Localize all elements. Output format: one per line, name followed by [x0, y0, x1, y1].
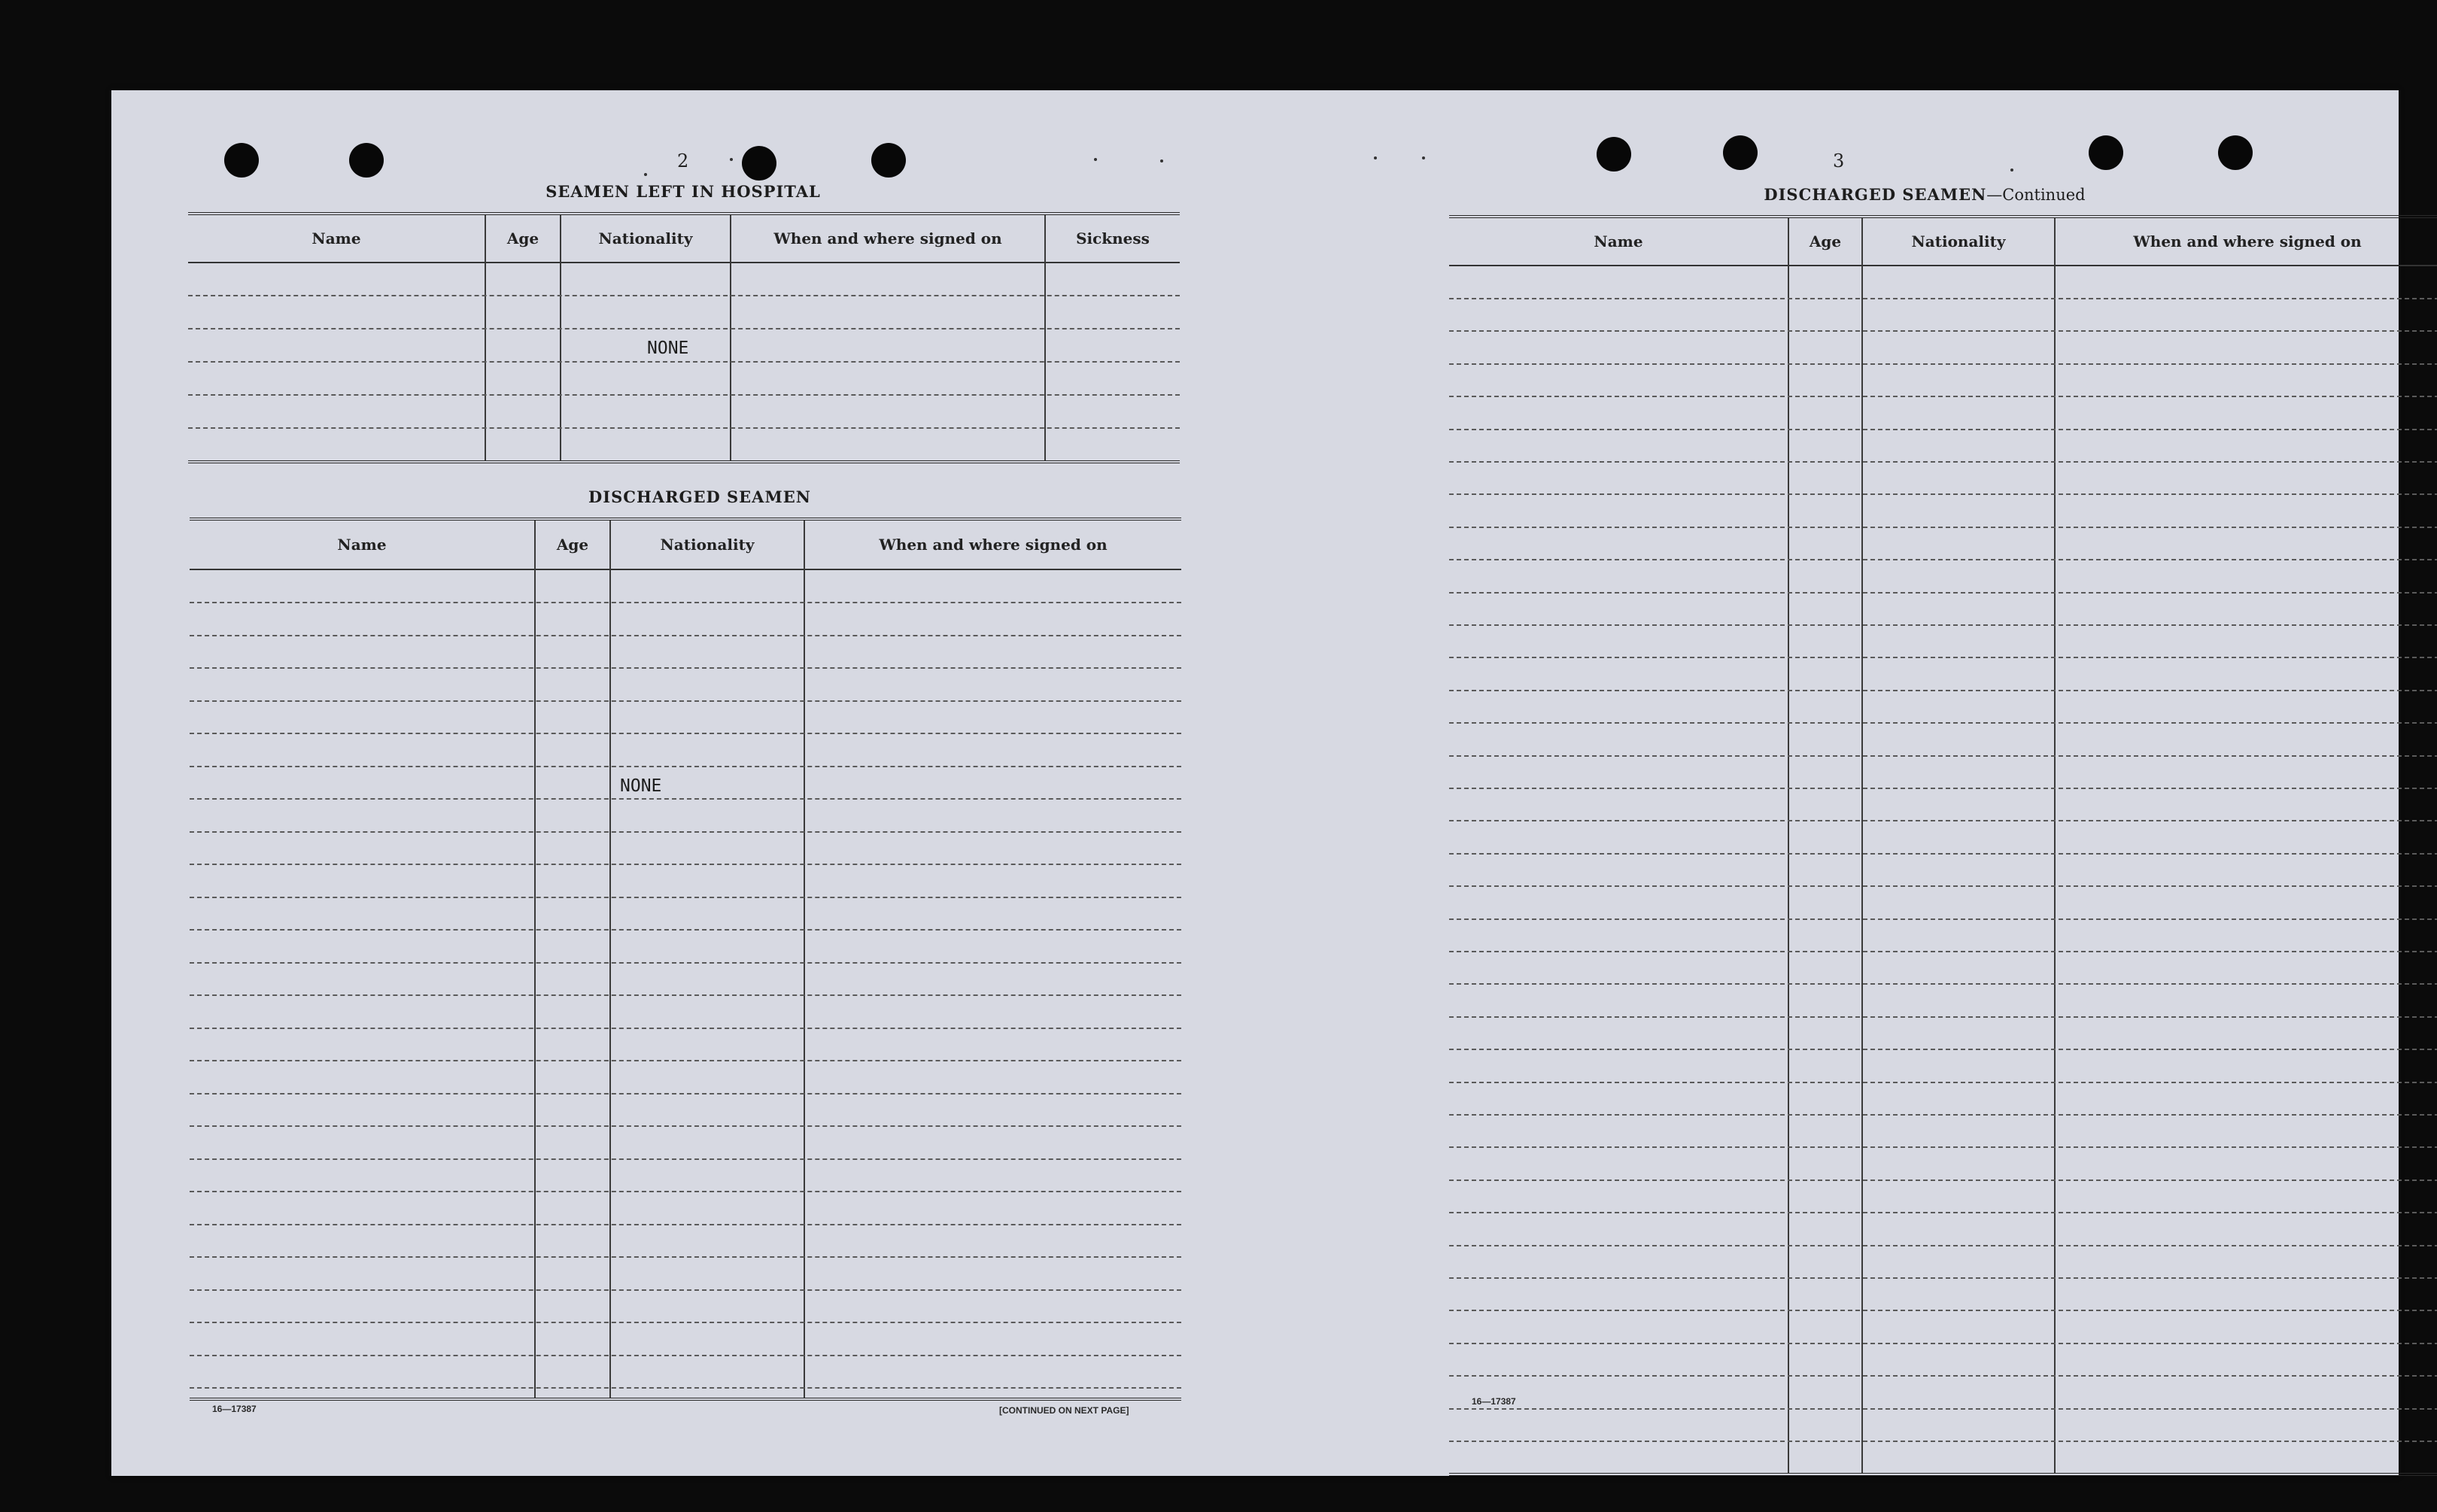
column-signed-on: When and where signed on — [2133, 232, 2362, 250]
discharged-section-title: DISCHARGED SEAMEN — [588, 487, 811, 506]
entry-line — [1449, 820, 2437, 821]
entry-line — [1449, 657, 2437, 658]
column-divider — [560, 215, 561, 460]
punch-hole — [224, 143, 259, 178]
entry-line — [190, 864, 1181, 865]
column-divider — [2054, 218, 2056, 1473]
column-name: Name — [311, 229, 361, 247]
column-signed-on: When and where signed on — [773, 229, 1002, 247]
entry-line — [1449, 983, 2437, 985]
hospital-section-title: SEAMEN LEFT IN HOSPITAL — [545, 182, 821, 201]
entry-line — [1449, 1375, 2437, 1377]
entry-line — [190, 602, 1181, 603]
hospital-ledger-header — [188, 215, 1180, 263]
column-sickness: Sickness — [1076, 229, 1150, 247]
column-nationality: Nationality — [598, 229, 693, 247]
print-mark — [2010, 169, 2013, 172]
entry-line — [190, 1224, 1181, 1225]
open-form-spread — [111, 90, 2399, 1476]
entry-line — [188, 361, 1180, 363]
column-name: Name — [1594, 232, 1643, 250]
entry-line — [190, 962, 1181, 964]
form-number: 16—17387 — [1472, 1396, 1516, 1407]
entry-line — [1449, 330, 2437, 332]
entry-line — [190, 1158, 1181, 1160]
entry-line — [1449, 1277, 2437, 1279]
entry-line — [1449, 1441, 2437, 1442]
discharged-ledger — [190, 518, 1181, 1401]
column-age: Age — [506, 229, 539, 247]
entry-line — [190, 897, 1181, 898]
column-age: Age — [1809, 232, 1842, 250]
title-main: DISCHARGED SEAMEN — [1764, 185, 1987, 204]
column-divider — [804, 521, 805, 1398]
entry-line — [1449, 1245, 2437, 1246]
column-age: Age — [556, 536, 589, 554]
punch-hole — [2089, 135, 2123, 170]
entry-line — [190, 1289, 1181, 1291]
entry-line — [188, 394, 1180, 396]
entry-line — [190, 798, 1181, 800]
page-number: 2 — [677, 150, 689, 172]
entry-line — [1449, 853, 2437, 855]
entry-line — [1449, 1049, 2437, 1050]
entry-line — [188, 328, 1180, 329]
entry-line — [1449, 755, 2437, 757]
entry-line — [1449, 1114, 2437, 1116]
entry-line — [190, 1093, 1181, 1095]
entry-line — [1449, 1212, 2437, 1213]
column-divider — [730, 215, 731, 460]
print-mark — [1160, 159, 1163, 162]
continued-note: [CONTINUED ON NEXT PAGE] — [999, 1405, 1129, 1416]
column-divider — [1861, 218, 1863, 1473]
discharged-ledger-header — [190, 521, 1181, 570]
entry-line — [190, 1322, 1181, 1323]
print-mark — [1422, 156, 1425, 159]
column-divider — [485, 215, 486, 460]
hospital-ledger — [188, 212, 1180, 463]
column-signed-on: When and where signed on — [879, 536, 1108, 554]
entry-line — [1449, 1146, 2437, 1148]
entry-line — [1449, 1310, 2437, 1311]
punch-hole — [742, 146, 776, 181]
entry-line — [190, 1191, 1181, 1192]
discharged-entry-none: NONE — [620, 776, 662, 796]
discharged-continued-header — [1449, 218, 2437, 266]
hospital-entry-none: NONE — [647, 339, 689, 358]
discharged-continued-title — [1661, 185, 2188, 204]
entry-line — [190, 994, 1181, 996]
entry-line — [1449, 951, 2437, 952]
entry-line — [1449, 396, 2437, 397]
entry-line — [190, 667, 1181, 669]
entry-line — [190, 1028, 1181, 1029]
entry-line — [190, 831, 1181, 833]
entry-line — [1449, 592, 2437, 594]
entry-line — [190, 1355, 1181, 1356]
entry-line — [1449, 429, 2437, 430]
entry-line — [1449, 527, 2437, 528]
punch-hole — [1597, 137, 1631, 172]
print-mark — [1374, 156, 1377, 159]
entry-line — [1449, 690, 2437, 691]
discharged-continued-ledger — [1449, 215, 2437, 1476]
entry-line — [190, 1256, 1181, 1258]
entry-line — [188, 427, 1180, 429]
entry-line — [1449, 1180, 2437, 1181]
entry-line — [1449, 918, 2437, 920]
form-number: 16—17387 — [212, 1404, 257, 1414]
column-divider — [609, 521, 611, 1398]
column-name: Name — [337, 536, 387, 554]
entry-line — [190, 929, 1181, 931]
print-mark — [730, 158, 733, 161]
entry-line — [1449, 559, 2437, 560]
entry-line — [190, 1060, 1181, 1061]
entry-line — [1449, 1408, 2437, 1410]
title-suffix: —Continued — [1986, 186, 2086, 204]
print-mark — [644, 173, 647, 176]
column-divider — [534, 521, 536, 1398]
left-page — [111, 90, 1255, 1476]
entry-line — [1449, 788, 2437, 789]
punch-hole — [1723, 135, 1758, 170]
entry-line — [1449, 461, 2437, 463]
punch-hole — [349, 143, 384, 178]
entry-line — [1449, 363, 2437, 365]
entry-line — [1449, 298, 2437, 299]
entry-line — [1449, 624, 2437, 626]
entry-line — [190, 766, 1181, 767]
entry-line — [190, 1387, 1181, 1389]
punch-hole — [2218, 135, 2253, 170]
entry-line — [1449, 1343, 2437, 1344]
page-number: 3 — [1833, 150, 1845, 172]
entry-line — [190, 1125, 1181, 1127]
punch-hole — [871, 143, 906, 178]
entry-line — [1449, 1016, 2437, 1018]
entry-line — [1449, 1082, 2437, 1083]
entry-line — [190, 635, 1181, 636]
entry-line — [1449, 722, 2437, 724]
entry-line — [188, 295, 1180, 296]
column-nationality: Nationality — [660, 536, 755, 554]
right-page — [1255, 90, 2399, 1476]
entry-line — [190, 700, 1181, 702]
column-divider — [1044, 215, 1046, 460]
column-nationality: Nationality — [1911, 232, 2006, 250]
entry-line — [1449, 885, 2437, 887]
entry-line — [1449, 493, 2437, 495]
column-divider — [1788, 218, 1789, 1473]
entry-line — [190, 733, 1181, 734]
print-mark — [1094, 158, 1097, 161]
